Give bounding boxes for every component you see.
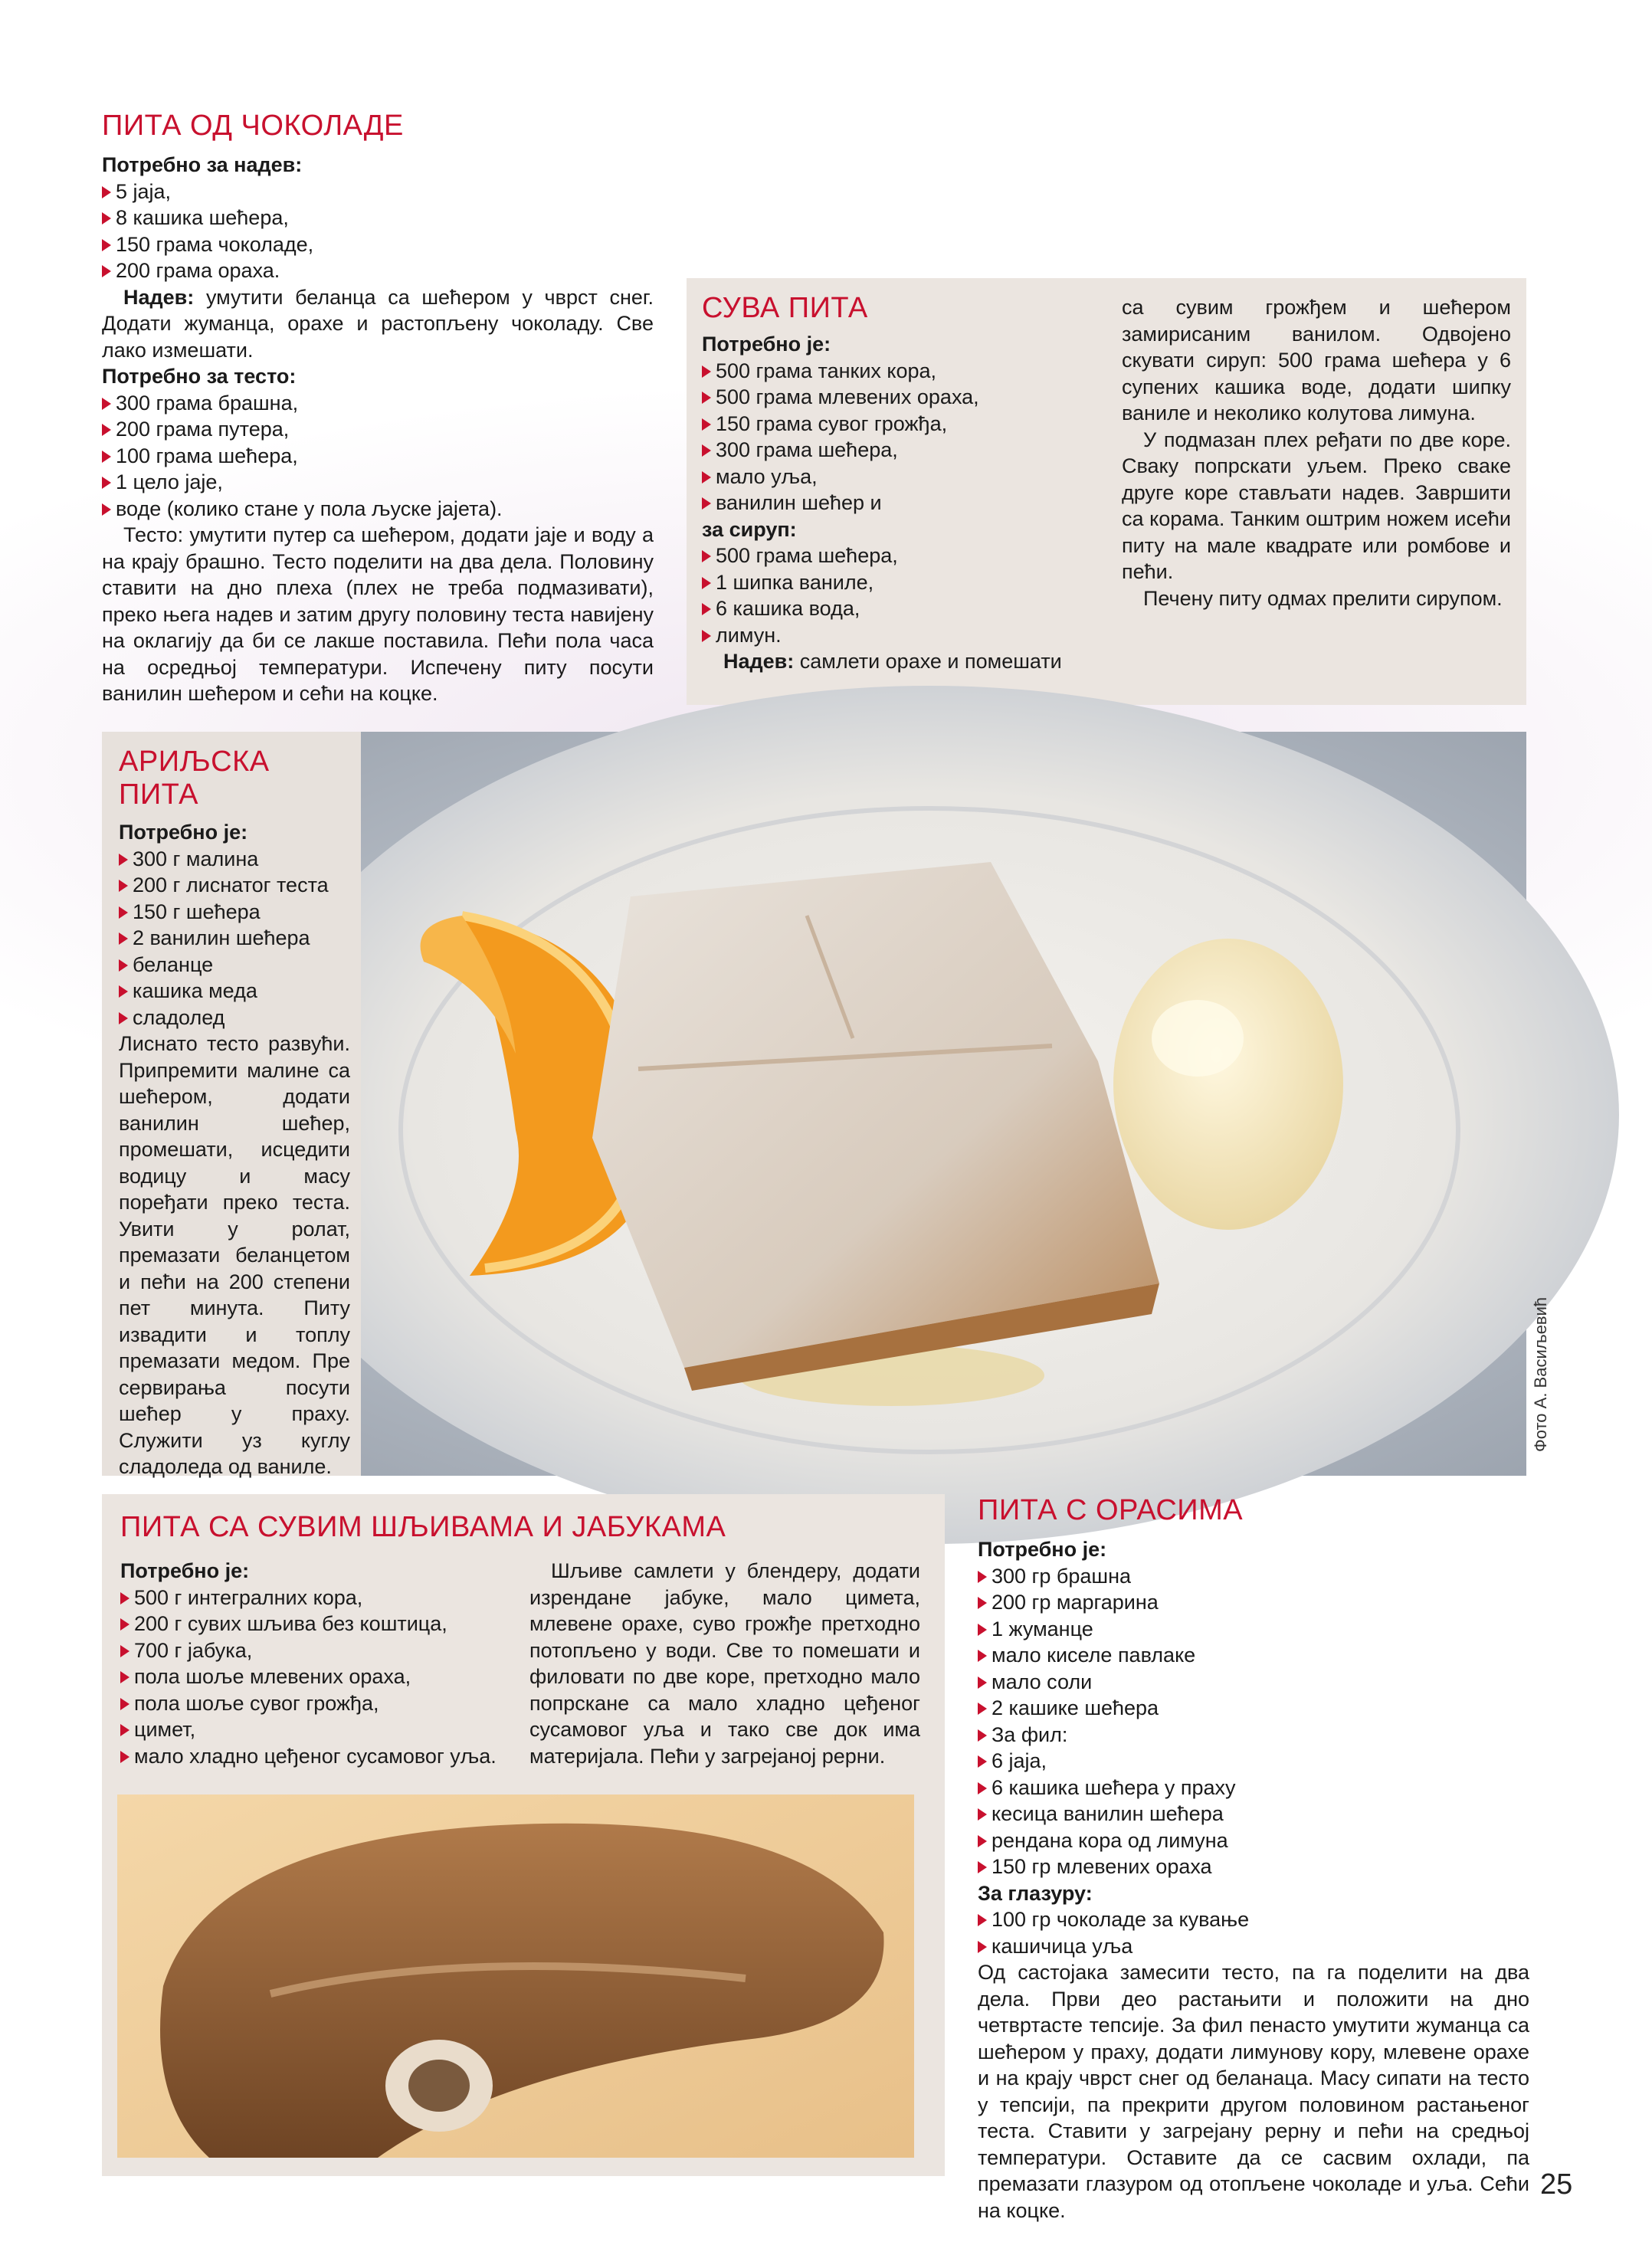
bullet-triangle-icon [120,1671,129,1683]
list-item: лимун. [702,622,1099,649]
bullet-triangle-icon [120,1645,129,1657]
bullet-triangle-icon [119,854,128,866]
ingredients-label: Потребно за тесто: [102,365,297,388]
ingredients-label: Потребно је: [119,821,248,844]
bullet-triangle-icon [702,392,711,404]
list-item: 200 грама ораха. [102,257,654,284]
list-item: 5 јаја, [102,179,654,205]
recipe-chocolate-pie [102,110,654,707]
ingredients-label: за сируп: [702,517,797,541]
bullet-triangle-icon [702,577,711,589]
ice-cream-icon [1113,939,1343,1230]
instructions: са сувим грожђем и шећером замирисаним ванилом. Одвојено скувати сируп: 500 грама шећера у 6 супених кашика воде, додати шипку ваниле и неколико колутова лимуна. [1121,296,1511,424]
list-item: 1 шипка ваниле, [702,569,1099,596]
bullet-triangle-icon [702,603,711,615]
list-item: 8 кашика шећера, [102,205,654,231]
photo-credit: Фото А. Васиљевић [1531,1296,1550,1452]
bullet-triangle-icon [102,451,111,463]
list-item: 2 кашике шећера [978,1695,1529,1722]
bullet-triangle-icon [702,444,711,457]
bullet-triangle-icon [978,1861,987,1873]
instructions: Шљиве самлети у блендеру, додати изрендане јабуке, мало цимета, млевене орахе, суво грожђе претходно потопљено у води. Све то помешати и филовати по две коре, претходно мало попрскане са мало хладно цеђеног сусамовог уља и тако све док има материјала. Пећи у загрејаној рерни. [529,1559,920,1768]
list-item: кашика меда [119,978,350,1005]
ingredients-label: Потребно је: [702,333,831,356]
list-item: За фил: [978,1722,1529,1749]
bullet-triangle-icon [978,1914,987,1926]
bullet-triangle-icon [120,1724,129,1736]
instructions: Печену питу одмах прелити сирупом. [1142,586,1503,610]
list-item: 500 г интегралних кора, [120,1585,503,1611]
list-item: 1 жуманце [978,1616,1529,1643]
ingredients-label: Потребно је: [978,1538,1107,1561]
list-item: 6 кашика вода, [702,595,1099,622]
recipe-title: ПИТА ОД ЧОКОЛАДЕ [102,110,404,142]
bullet-triangle-icon [102,477,111,489]
bullet-triangle-icon [102,186,111,198]
recipe-plum-apple-pie-box [102,1494,945,2176]
recipe-arilje-pie-box [102,732,361,1476]
list-item: мало уља, [702,464,1099,490]
bullet-triangle-icon [978,1650,987,1662]
bullet-triangle-icon [119,880,128,892]
ingredients-label: За глазуру: [978,1881,1093,1905]
bullet-triangle-icon [102,212,111,225]
list-item: мало соли [978,1669,1529,1696]
bullet-triangle-icon [120,1592,129,1604]
bullet-triangle-icon [978,1941,987,1953]
list-item: 6 кашика шећера у праху [978,1775,1529,1801]
list-item: воде (колико стане у пола љуске јајета). [102,496,654,523]
list-item: сладолед [119,1005,350,1031]
bullet-triangle-icon [120,1698,129,1710]
instructions: Од састојака замесити тесто, па га поделити на два дела. Први део растањити и положити на дно четвртасте тепсије. За фил пенасто умутити жуманца са шећером у праху, додати лимунову кору, млевене орахе и на крају чврст снег од беланаца. Масу сипати на тесто у тепсији, па прекрити другом половином растањеног теста. Ставити у загрејану рерну и пећи на средњој температури. Оставите да се сасвим охлади, па премазати глазуром од отопљене чоколаде и уља. Сећи на коцке. [978,1961,1529,2222]
bullet-triangle-icon [119,985,128,998]
bullet-triangle-icon [978,1597,987,1609]
bullet-triangle-icon [978,1624,987,1636]
list-item: 100 гр чоколаде за кување [978,1906,1529,1933]
list-item: рендана кора од лимуна [978,1827,1529,1854]
bullet-triangle-icon [702,550,711,562]
bullet-triangle-icon [702,418,711,431]
instructions: Лиснато тесто развући. Припремити малине са шећером, додати ванилин шећер, промешати, исцедити водицу и масу поређати преко теста. Увити у ролат, премазати беланцетом и пећи на 200 степени пет минута. Питу извадити и топлу премазати медом. Пре сервирања посути шећер у праху. Служити уз куглу сладоледа од ваниле. [119,1032,350,1478]
list-item: 150 грама сувог грожђа, [702,411,1099,438]
list-item: 200 г сувих шљива без коштица, [120,1611,503,1637]
bullet-triangle-icon [102,398,111,410]
list-item: 200 г лиснатог теста [119,872,350,899]
list-item: ванилин шећер и [702,490,1099,516]
bullet-triangle-icon [102,239,111,251]
bullet-triangle-icon [702,497,711,510]
instructions: У подмазан плех ређати по две коре. Сваку попрскати уљем. Преко сваке друге коре стављати надев. Завршити са корама. Танким оштрим ножем исећи питу на мале квадрате или ромбове и пећи. [1121,428,1511,583]
list-item: кашичица уља [978,1933,1529,1960]
bullet-triangle-icon [702,630,711,642]
recipe-dry-pie-box [687,278,1526,705]
ingredients-label: Потребно је: [120,1559,250,1582]
list-item: мало киселе павлаке [978,1642,1529,1669]
ingredients-label: Потребно за надев: [102,153,303,176]
bullet-triangle-icon [978,1755,987,1768]
strudel-illustration [117,1794,914,2158]
list-item: 2 ванилин шећера [119,925,350,952]
list-item: 700 г јабука, [120,1637,503,1664]
instructions: Надев: умутити беланца са шећером у чврст снег. Додати жуманца, орахе и растопљену чоколаду. Све лако измешати. [102,285,654,362]
list-item: 200 гр маргарина [978,1589,1529,1616]
recipe-title: СУВА ПИТА [702,292,868,324]
bullet-triangle-icon [702,471,711,483]
list-item: 150 грама чоколаде, [102,231,654,258]
bullet-triangle-icon [102,424,111,436]
bullet-triangle-icon [978,1677,987,1689]
recipe-title: ПИТА С ОРАСИМА [978,1494,1244,1526]
list-item: пола шоље млевених ораха, [120,1663,503,1690]
list-item: цимет, [120,1716,503,1743]
bullet-triangle-icon [978,1703,987,1715]
list-item: 1 цело јаје, [102,469,654,496]
bullet-triangle-icon [119,959,128,972]
list-item: 500 грама млевених ораха, [702,384,1099,411]
bullet-triangle-icon [119,932,128,945]
list-item: мало хладно цеђеног сусамовог уља. [120,1743,503,1770]
list-item: пола шоље сувог грожђа, [120,1690,503,1717]
bullet-triangle-icon [119,1012,128,1024]
bullet-triangle-icon [119,906,128,919]
bullet-triangle-icon [978,1835,987,1847]
list-item: 500 грама шећера, [702,542,1099,569]
recipe-walnut-pie [978,1494,1529,2224]
list-item: 300 гр брашна [978,1563,1529,1590]
list-item: беланце [119,952,350,978]
page-number: 25 [1540,2168,1573,2201]
list-item: 300 грама шећера, [702,437,1099,464]
recipe-title: АРИЉСКА ПИТА [119,746,270,811]
bullet-triangle-icon [702,365,711,378]
list-item: 200 грама путера, [102,416,654,443]
list-item: 300 грама брашна, [102,390,654,417]
list-item: 100 грама шећера, [102,443,654,470]
bullet-triangle-icon [102,503,111,516]
recipe-title: ПИТА СА СУВИМ ШЉИВАМА И ЈАБУКАМА [120,1511,726,1543]
list-item: 150 г шећера [119,899,350,926]
photo-plum-apple-pie [117,1794,914,2158]
bullet-triangle-icon [120,1618,129,1631]
list-item: 500 грама танких кора, [702,358,1099,385]
bullet-triangle-icon [102,265,111,277]
bullet-triangle-icon [978,1571,987,1583]
instructions: Надев: самлети орахе и помешати [723,650,1062,673]
instructions: Тесто: умутити путер са шећером, додати јаје и воду а на крају брашно. Тесто поделити на два дела. Половину ставити на дно плеха (плех не треба подмазивати), преко њега надев и затим другу половину теста навијену на оклагију да би се лакше поставила. Пећи пола часа на осредњој температури. Испечену питу посути ванилин шећером и сећи на коцке. [102,523,654,705]
list-item: 6 јаја, [978,1748,1529,1775]
list-item: кесица ванилин шећера [978,1801,1529,1827]
bullet-triangle-icon [978,1808,987,1821]
bullet-triangle-icon [120,1751,129,1763]
list-item: 300 г малина [119,846,350,873]
list-item: 150 гр млевених ораха [978,1853,1529,1880]
bullet-triangle-icon [978,1729,987,1742]
bullet-triangle-icon [978,1782,987,1794]
